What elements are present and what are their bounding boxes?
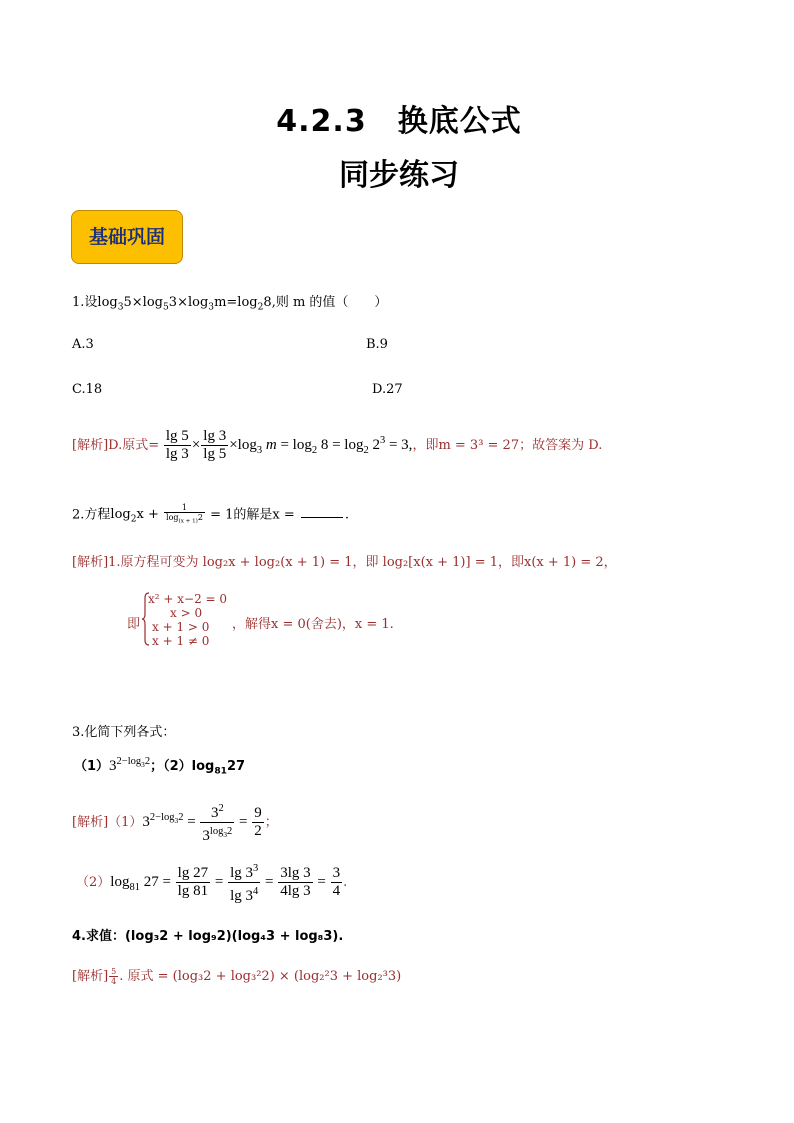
page-subtitle: 同步练习 — [339, 158, 459, 193]
answer-blank — [301, 505, 343, 518]
fraction: $\frac{5}{4}$ — [111, 967, 117, 986]
answer-3-1: [解析]$(1)3^{2-log_32}$ = $\frac{3^2}{3^{log_32}}$ = $\frac{9}{2}$ ； — [72, 800, 278, 845]
option-a: A.3 — [72, 337, 94, 352]
fraction: $\frac{3^2}{3^{log_32}}$ — [200, 800, 234, 845]
answer-3-2: $(2)\log_{81}$ 27 = $\frac{\lg 27}{\lg 81}$ = $\frac{\lg 3^3}{\lg 3^4}$ = $\frac{3\lg 3}{4\lg 3}$ = $\frac{3}{4}$ . — [76, 860, 347, 905]
system-row: x² + x−2 = 0 — [148, 592, 228, 606]
question-4: 4.求值：(log₃2 + log₉2)(log₄3 + log₈3). — [72, 929, 344, 944]
option-b: B.9 — [366, 337, 388, 352]
fraction: $\frac{3\lg 3}{4\lg 3}$ — [280, 865, 311, 899]
fraction: $\frac{1}{\log_{(x + 1)}2}$ — [166, 503, 203, 525]
system-tail: ，解得x = 0(舍去)，x = 1. — [232, 617, 394, 632]
question-1: 1.设$\log_35\times\log_53\times\log_3m=\log_28$,则 m 的值（ ） — [72, 295, 388, 313]
page-title: 4.2.3 换底公式 — [276, 104, 522, 139]
question-3: 3.化简下列各式： — [72, 725, 176, 740]
system-row: x + 1 ≠ 0 — [152, 634, 210, 648]
option-c: C.18 — [72, 382, 103, 397]
answer-4: [解析] $\frac{5}{4}$ . 原式 = (log₃2 + log₃²2) × (log₂²3 + log₂³3) — [72, 967, 402, 986]
answer-1: [解析]D.原式= $\frac{\lg 5}{\lg 3}$ × $\frac{\lg 3}{\lg 5}$ $\times\log_3$ $m = \log_2 8 = \log_2 2^3 = 3$,，即m = 3³ = 27；故答案为 D. — [72, 428, 603, 462]
fraction: $\frac{\lg 5}{\lg 3}$ — [165, 428, 189, 462]
system-row: x + 1 > 0 — [152, 620, 210, 634]
fraction: $\frac{9}{2}$ — [254, 805, 262, 839]
system-row: x > 0 — [170, 606, 203, 620]
question-3-parts: $(1)3^{2-log_32}$；$(2)\log_{81}27$ — [74, 756, 246, 777]
fraction: $\frac{\lg 3^3}{\lg 3^4}$ — [228, 860, 260, 905]
option-d: D.27 — [372, 382, 403, 397]
question-2: 2.方程$\log_2x$ + $\frac{1}{\log_{(x + 1)}2}$ = 1的解是x = . — [72, 503, 349, 525]
answer-2-line1: [解析]1.原方程可变为 log₂x + log₂(x + 1) = 1，即 log₂[x(x + 1)] = 1，即x(x + 1) = 2， — [72, 555, 617, 570]
system-lead: 即 — [127, 617, 141, 632]
section-badge: 基础巩固 — [71, 210, 183, 264]
fraction: $\frac{3}{4}$ — [332, 865, 341, 899]
fraction: $\frac{\lg 27}{\lg 81}$ — [177, 865, 209, 899]
fraction: $\frac{\lg 3}{\lg 5}$ — [203, 428, 227, 462]
